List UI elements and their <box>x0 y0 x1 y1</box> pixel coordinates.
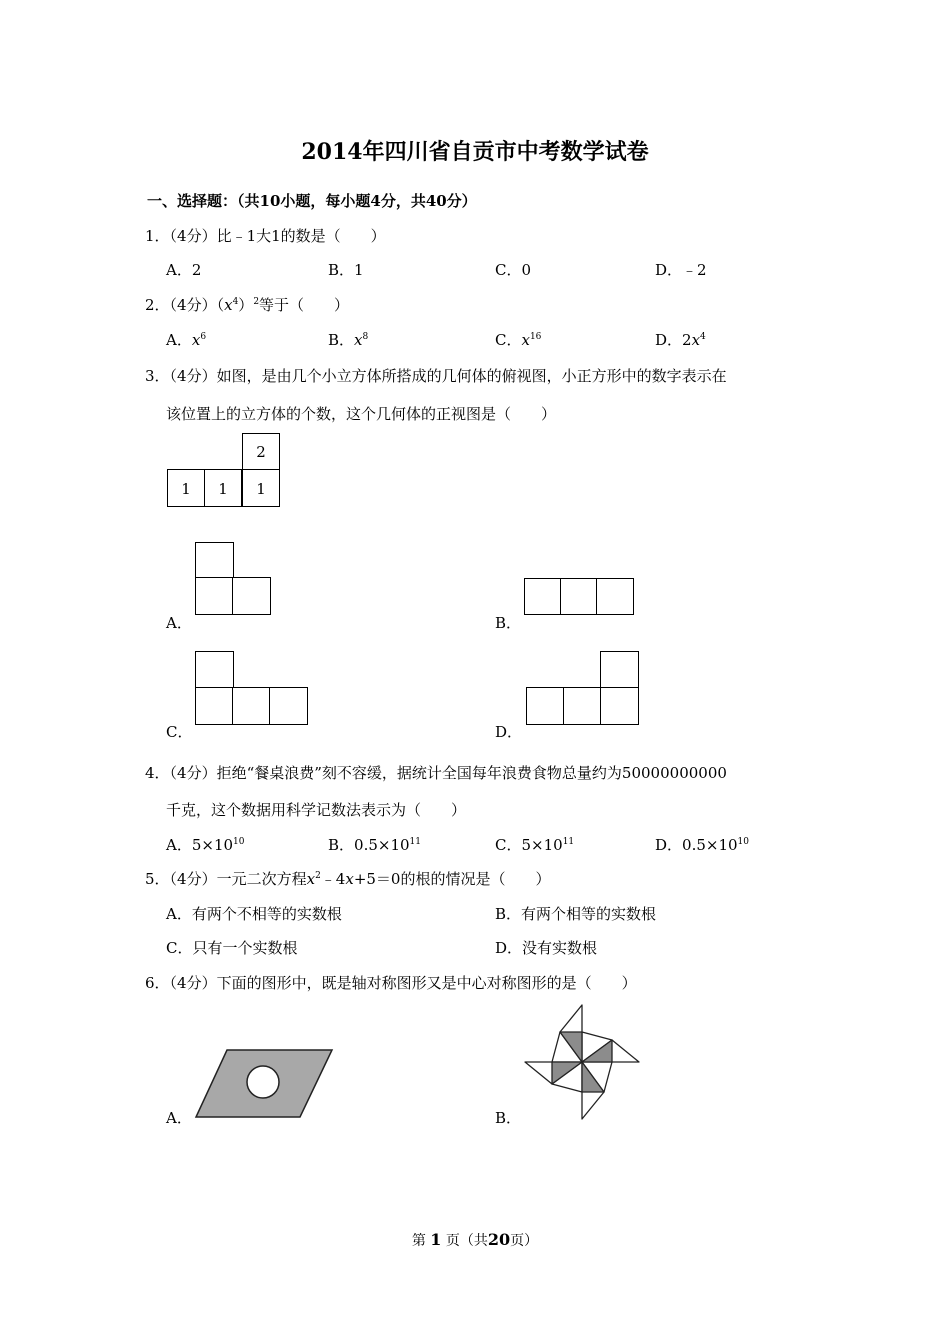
q2-option-c: C．$x^{16}$ <box>495 331 542 349</box>
q3-option-b-label: B． <box>495 614 522 632</box>
q2-option-a: A．$x^6$ <box>166 331 207 349</box>
parallelogram-with-hole-figure <box>192 1045 337 1121</box>
grid-number: 1 <box>181 480 191 498</box>
q1-option-b: B．1 <box>328 261 364 279</box>
figure-square <box>195 651 234 689</box>
grid-number: 1 <box>218 480 228 498</box>
q3-option-c-label: C． <box>166 723 193 741</box>
question-6-stem: 6．（4分）下面的图形中，既是轴对称图形又是中心对称图形的是（ ） <box>145 974 637 992</box>
q1-option-c: C．0 <box>495 261 532 279</box>
figure-square <box>526 687 565 725</box>
figure-square <box>524 578 562 615</box>
q6-option-b-label: B． <box>495 1109 522 1127</box>
q4-option-c: C．$5\times 10^{11}$ <box>495 836 575 854</box>
figure-square <box>195 542 234 579</box>
figure-square <box>269 687 308 725</box>
total-pages: 20 <box>487 1230 511 1249</box>
question-4-stem-line1: 4．（4分）拒绝“餐桌浪费”刻不容缓，据统计全国每年浪费食物总量约为50000000000 <box>145 764 727 782</box>
question-4-stem-line2: 千克，这个数据用科学记数法表示为（ ） <box>166 801 467 819</box>
q1-option-d: D．﹣2 <box>655 261 707 279</box>
pinwheel-figure <box>522 1002 642 1122</box>
question-2-stem: 2．（4分）$(x^4)^2$等于（ ） <box>145 296 350 314</box>
figure-square <box>600 651 639 689</box>
page-number: 1 <box>430 1230 442 1249</box>
figure-square <box>232 577 271 615</box>
grid-number: 2 <box>256 443 266 461</box>
q5-option-b: B．有两个相等的实数根 <box>495 905 657 923</box>
q6-option-a-label: A． <box>166 1109 192 1127</box>
question-1-stem: 1．（4分）比﹣1大1的数是（ ） <box>145 227 386 245</box>
figure-square <box>195 577 234 615</box>
page-footer: 第 1 页（共20页） <box>411 1230 539 1249</box>
grid-number: 1 <box>256 480 266 498</box>
figure-square <box>560 578 598 615</box>
section-heading: 一、选择题：（共10小题，每小题4分，共40分） <box>147 192 477 210</box>
figure-square <box>600 687 639 725</box>
q3-option-a-label: A． <box>166 614 192 632</box>
page-title: 2014年四川省自贡市中考数学试卷 <box>301 139 649 165</box>
figure-square <box>195 687 234 725</box>
q5-option-d: D．没有实数根 <box>495 939 598 957</box>
question-3-stem-line1: 3．（4分）如图，是由几个小立方体所搭成的几何体的俯视图，小正方形中的数字表示在 <box>145 367 727 385</box>
q5-option-a: A．有两个不相等的实数根 <box>166 905 342 923</box>
q2-option-d: D．$2x^4$ <box>655 331 706 349</box>
q4-option-a: A．$5\times 10^{10}$ <box>166 836 245 854</box>
q2-option-b: B．$x^8$ <box>328 331 369 349</box>
question-3-stem-line2: 该位置上的立方体的个数，这个几何体的正视图是（ ） <box>166 405 557 423</box>
q4-option-b: B．$0.5\times 10^{11}$ <box>328 836 421 854</box>
figure-square <box>232 687 271 725</box>
question-5-stem: 5．（4分）一元二次方程$x^2﹣4x+5=0$的根的情况是（ ） <box>145 870 551 888</box>
top-view-figure <box>167 433 280 507</box>
q5-option-c: C．只有一个实数根 <box>166 939 298 957</box>
q3-option-d-label: D． <box>495 723 523 741</box>
q4-option-d: D．$0.5\times 10^{10}$ <box>655 836 749 854</box>
figure-square <box>596 578 634 615</box>
figure-square <box>563 687 602 725</box>
q1-option-a: A．2 <box>166 261 202 279</box>
